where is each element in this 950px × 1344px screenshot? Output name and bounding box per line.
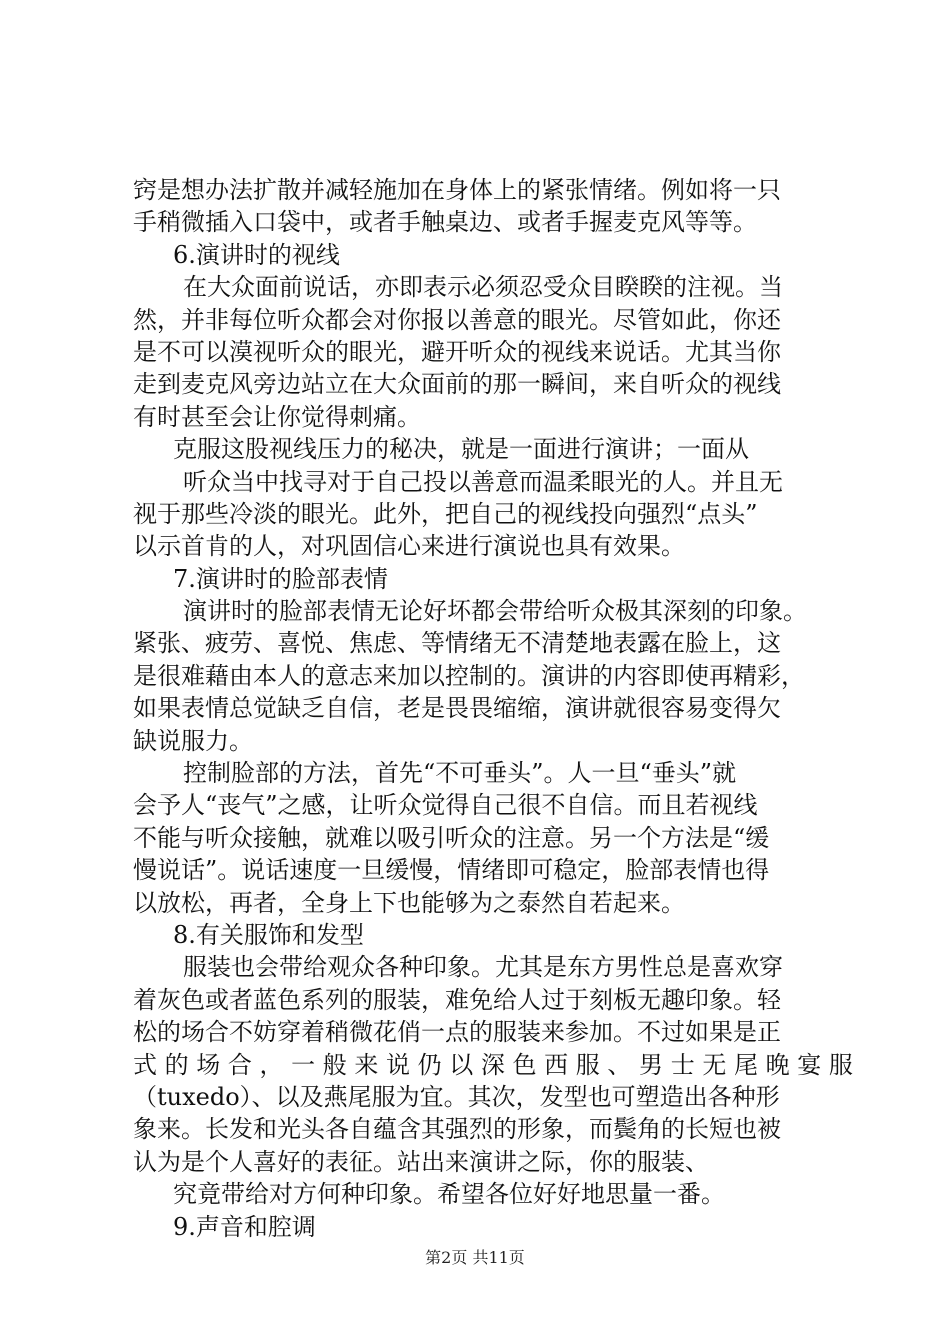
paragraph-line: （tuxedo）、以及燕尾服为宜。其次，发型也可塑造出各种形: [133, 1082, 780, 1111]
paragraph-line: 窍是想办法扩散并减轻施加在身体上的紧张情绪。例如将一只: [133, 176, 781, 204]
paragraph-line: 服装也会带给观众各种印象。尤其是东方男性总是喜欢穿: [183, 953, 783, 982]
paragraph-line: 然，并非每位听众都会对你报以善意的眼光。尽管如此，你还: [133, 305, 781, 334]
paragraph-line: 着灰色或者蓝色系列的服装，难免给人过于刻板无趣印象。轻: [133, 985, 781, 1014]
paragraph-line: 如果表情总觉缺乏自信，老是畏畏缩缩，演讲就很容易变得欠: [133, 694, 781, 723]
paragraph-line: 控制脸部的方法，首先“不可垂头”。人一旦“垂头”就: [183, 759, 737, 788]
paragraph-line: 究竟带给对方何种印象。希望各位好好地思量一番。: [173, 1180, 725, 1209]
paragraph-line: 以示首肯的人，对巩固信心来进行演说也具有效果。: [133, 532, 685, 561]
paragraph-line: 听众当中找寻对于自己投以善意而温柔眼光的人。并且无: [183, 467, 783, 496]
paragraph-line: 象来。长发和光头各自蕴含其强烈的形象，而鬓角的长短也被: [133, 1115, 781, 1144]
paragraph-line: 慢说话”。说话速度一旦缓慢，情绪即可稳定，脸部表情也得: [133, 856, 770, 885]
page-number-footer: 第2页 共11页: [425, 1248, 525, 1267]
paragraph-line: 是不可以漠视听众的眼光，避开听众的视线来说话。尤其当你: [133, 337, 781, 366]
paragraph-line: 有时甚至会让你觉得刺痛。: [133, 402, 421, 431]
paragraph-line: 以放松，再者，全身上下也能够为之泰然自若起来。: [133, 888, 685, 917]
paragraph-line: 认为是个人喜好的表征。站出来演讲之际，你的服装、: [133, 1147, 709, 1176]
paragraph-line: 式 的 场 合 ， 一 般 来 说 仍 以 深 色 西 服 、 男 士 无 尾 晚 宴 服: [133, 1050, 853, 1079]
paragraph-line: 松的场合不妨穿着稍微花俏一点的服装来参加。不过如果是正: [133, 1018, 781, 1047]
section-heading: 7.演讲时的脸部表情: [173, 564, 388, 593]
section-heading: 6.演讲时的视线: [173, 240, 340, 269]
section-heading: 8.有关服饰和发型: [173, 920, 364, 949]
paragraph-line: 手稍微插入口袋中，或者手触桌边、或者手握麦克风等等。: [133, 208, 757, 237]
paragraph-line: 不能与听众接触，就难以吸引听众的注意。另一个方法是“缓: [133, 823, 770, 852]
document-body: [133, 174, 853, 1243]
section-heading: 9.声音和腔调: [173, 1212, 316, 1241]
paragraph-line: 克服这股视线压力的秘决，就是一面进行演讲；一面从: [173, 435, 749, 464]
paragraph-line: 走到麦克风旁边站立在大众面前的那一瞬间，来自听众的视线: [133, 370, 781, 399]
paragraph-line: 会予人“丧气”之感，让听众觉得自己很不自信。而且若视线: [133, 791, 758, 820]
paragraph-line: 紧张、疲劳、喜悦、焦虑、等情绪无不清楚地表露在脸上，这: [133, 629, 781, 658]
paragraph-line: 演讲时的脸部表情无论好坏都会带给听众极其深刻的印象。: [183, 597, 807, 626]
paragraph-line: 在大众面前说话，亦即表示必须忍受众目睽睽的注视。当: [183, 273, 783, 302]
paragraph-line: 视于那些冷淡的眼光。此外，把自己的视线投向强烈“点头”: [133, 499, 758, 528]
paragraph-line: 缺说服力。: [133, 726, 253, 755]
paragraph-line: 是很难藉由本人的意志来加以控制的。演讲的内容即使再精彩，: [133, 661, 805, 690]
